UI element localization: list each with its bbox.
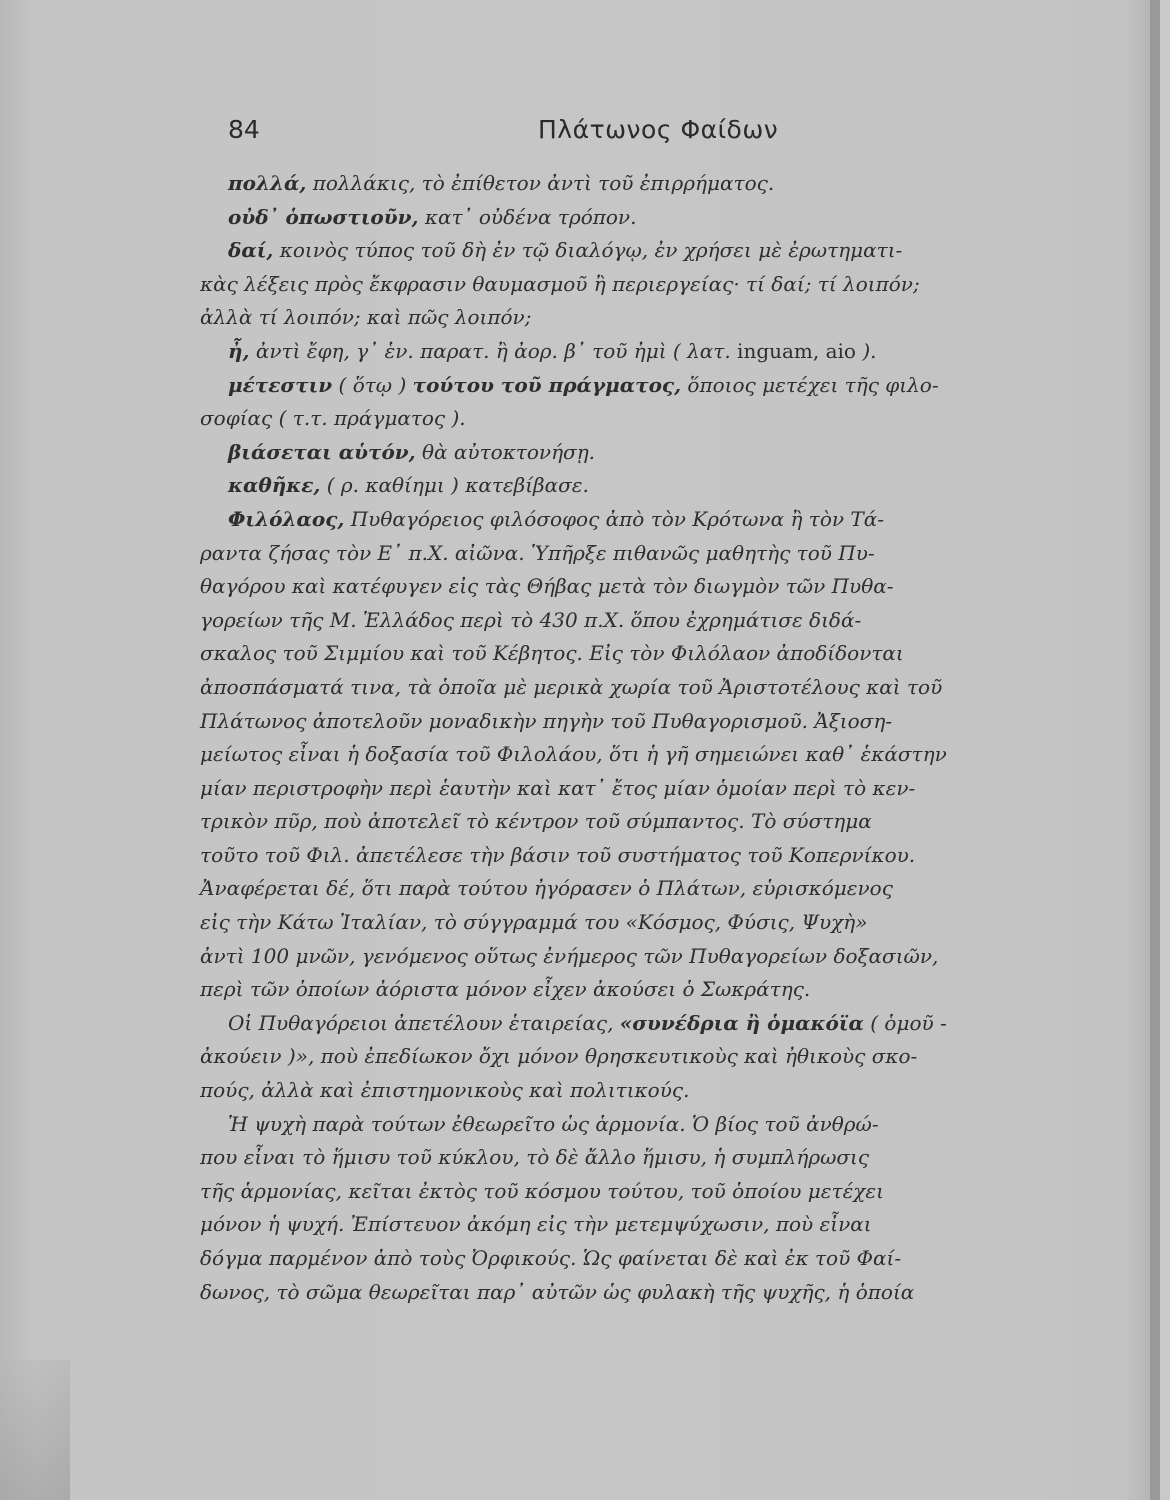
text-line [200,1040,1145,1074]
text-segment: Ἡ ψυχὴ παρὰ τούτων ἐθεωρεῖτο ὡς ἁρμονία. Ὁ βίος τοῦ ἀνθρώ- [228,1111,879,1136]
text-line [200,402,1145,436]
text-line [200,1074,1145,1108]
text-line [200,335,1145,369]
text-segment: ἀντὶ ἔφη, γ᾽ ἑν. παρατ. ἢ ἀορ. β᾽ τοῦ ἠμὶ ( λατ. [249,338,738,363]
text-segment: εἰς τὴν Κάτω Ἰταλίαν, τὸ σύγγραμμά του «Κόσμος, Φύσις, Ψυχὴ» [200,910,868,935]
text-segment: ( ὅτῳ ) [332,372,413,397]
text-line [200,234,1145,268]
text-segment: σκαλος τοῦ Σιμμίου καὶ τοῦ Κέβητος. Εἰς τὸν Φιλόλαον ἀποδίδονται [200,641,904,666]
lemma-term: τούτου τοῦ πράγματος, [412,372,682,397]
text-segment: θαγόρου καὶ κατέφυγεν εἰς τὰς Θήβας μετὰ τὸν διωγμὸν τῶν Πυθα- [200,574,894,599]
text-line [200,201,1145,235]
text-line [200,973,1145,1007]
text-line [200,1276,1145,1310]
text-line [200,1242,1145,1276]
text-line [200,469,1145,503]
text-segment: Πυθαγόρειος φιλόσοφος ἀπὸ τὸν Κρότωνα ἢ τὸν Τά- [344,506,885,531]
lemma-term: μέτεστιν [228,372,333,397]
text-line [200,570,1145,604]
text-line [200,805,1145,839]
text-line [200,369,1145,403]
text-line [200,537,1145,571]
text-segment: δωνος, τὸ σῶμα θεωρεῖται παρ᾽ αὐτῶν ὡς φυλακὴ τῆς ψυχῆς, ἡ ὁποία [200,1279,915,1304]
text-segment: γορείων τῆς Μ. Ἑλλάδος περὶ τὸ 430 π.Χ. ὅπου ἐχρημάτισε διδά- [200,607,862,632]
lemma-term: ἦ, [228,338,250,363]
text-line [200,268,1145,302]
text-segment: ὅποιος μετέχει τῆς φιλο- [681,372,939,397]
running-title: Πλάτωνος Φαίδων [538,115,779,144]
text-line [200,1108,1145,1142]
page-header [228,115,1088,151]
lemma-term: πολλά, [228,171,307,195]
text-line [200,1175,1145,1209]
commentary-text [200,167,1145,1309]
lemma-term: καθῆκε, [228,473,321,498]
text-segment: μείωτος εἶναι ἡ δοξασία τοῦ Φιλολάου, ὅτι ἡ γῆ σημειώνει καθ᾽ ἑκάστην [200,742,947,767]
page-number: 84 [228,115,260,144]
text-segment: περὶ τῶν ὁποίων ἀόριστα μόνον εἶχεν ἀκούσει ὁ Σωκράτης. [200,977,811,1002]
text-segment: τοῦτο τοῦ Φιλ. ἀπετέλεσε τὴν βάσιν τοῦ συστήματος τοῦ Κοπερνίκου. [200,842,916,867]
lemma-term: δαί, [228,238,274,263]
text-segment: Ἀναφέρεται δέ, ὅτι παρὰ τούτου ἠγόρασεν ὁ Πλάτων, εὑρισκόμενος [200,876,893,901]
text-segment: inguam, aio [737,338,856,363]
text-segment: Πλάτωνος ἀποτελοῦν μοναδικὴν πηγὴν τοῦ Πυθαγορισμοῦ. Ἀξιοση- [200,708,893,733]
text-segment: κοινὸς τύπος τοῦ δὴ ἐν τῷ διαλόγῳ, ἐν χρήσει μὲ ἐρωτηματι- [273,238,903,263]
text-segment: ). [855,338,877,363]
text-line [200,705,1145,739]
text-segment: ( ρ. καθίημι ) κατεβίβασε. [320,473,589,498]
text-segment: σοφίας ( τ.τ. πράγματος ). [200,406,466,431]
text-segment: δόγμα παρμένον ἀπὸ τοὺς Ὀρφικούς. Ὡς φαίνεται δὲ καὶ ἐκ τοῦ Φαί- [200,1246,902,1270]
text-segment: ἀντὶ 100 μνῶν, γενόμενος οὕτως ἐνήμερος τῶν Πυθαγορείων δοξασιῶν, [200,943,939,968]
text-line [200,301,1145,335]
text-line [200,436,1145,470]
text-segment: Οἱ Πυθαγόρειοι ἀπετέλουν ἑταιρείας, [228,1010,620,1035]
text-line [200,940,1145,974]
text-segment: τῆς ἁρμονίας, κεῖται ἐκτὸς τοῦ κόσμου τούτου, τοῦ ὁποίου μετέχει [200,1178,884,1203]
text-segment: ραντα ζήσας τὸν Ε᾽ π.Χ. αἰῶνα. Ὑπῆρξε πιθανῶς μαθητὴς τοῦ Πυ- [200,540,875,565]
page-edge-shadow [1150,0,1160,1500]
text-segment: τρικὸν πῦρ, ποὺ ἀποτελεῖ τὸ κέντρον τοῦ σύμπαντος. Τὸ σύστημα [200,809,872,834]
text-line [200,604,1145,638]
text-line [200,503,1145,537]
lemma-term: οὐδ᾽ ὁπωστιοῦν, [228,204,419,229]
lemma-term: «συνέδρια ἢ ὁμακόϊα [619,1010,864,1035]
text-segment: ἀποσπάσματά τινα, τὰ ὁποῖα μὲ μερικὰ χωρία τοῦ Ἀριστοτέλους καὶ τοῦ [200,674,943,699]
text-line [200,637,1145,671]
text-line [200,1208,1145,1242]
text-line [200,772,1145,806]
text-segment: θὰ αὐτοκτονήσῃ. [415,439,596,464]
text-segment: κατ᾽ οὐδένα τρόπον. [418,204,637,229]
lemma-term: Φιλόλαος, [228,506,345,531]
text-line [200,839,1145,873]
text-segment: κὰς λέξεις πρὸς ἔκφρασιν θαυμασμοῦ ἢ περιεργείας· τί δαί; τί λοιπόν; [200,271,920,296]
text-segment: πολλάκις, τὸ ἐπίθετον ἀντὶ τοῦ ἐπιρρήματος. [306,171,775,195]
text-line [200,872,1145,906]
text-line [200,1141,1145,1175]
text-segment: ( ὁμοῦ - [863,1010,947,1035]
text-line [200,738,1145,772]
text-line [200,671,1145,705]
text-segment: ἀλλὰ τί λοιπόν; καὶ πῶς λοιπόν; [200,305,532,330]
page-corner-shade [0,1360,70,1500]
text-line [200,167,1145,201]
text-segment: μόνον ἡ ψυχή. Ἐπίστευον ἀκόμη εἰς τὴν μετεμψύχωσιν, ποὺ εἶναι [200,1212,872,1237]
text-segment: ἀκούειν )», ποὺ ἐπεδίωκον ὄχι μόνον θρησκευτικοὺς καὶ ἠθικοὺς σκο- [200,1044,918,1069]
lemma-term: βιάσεται αὑτόν, [228,439,416,464]
text-line [200,906,1145,940]
text-segment: πούς, ἀλλὰ καὶ ἐπιστημονικοὺς καὶ πολιτικούς. [200,1078,690,1103]
text-segment: μίαν περιστροφὴν περὶ ἑαυτὴν καὶ κατ᾽ ἔτος μίαν ὁμοίαν περὶ τὸ κεν- [200,775,916,800]
text-segment: που εἶναι τὸ ἥμισυ τοῦ κύκλου, τὸ δὲ ἄλλο ἥμισυ, ἡ συμπλήρωσις [200,1145,870,1170]
text-line [200,1007,1145,1041]
